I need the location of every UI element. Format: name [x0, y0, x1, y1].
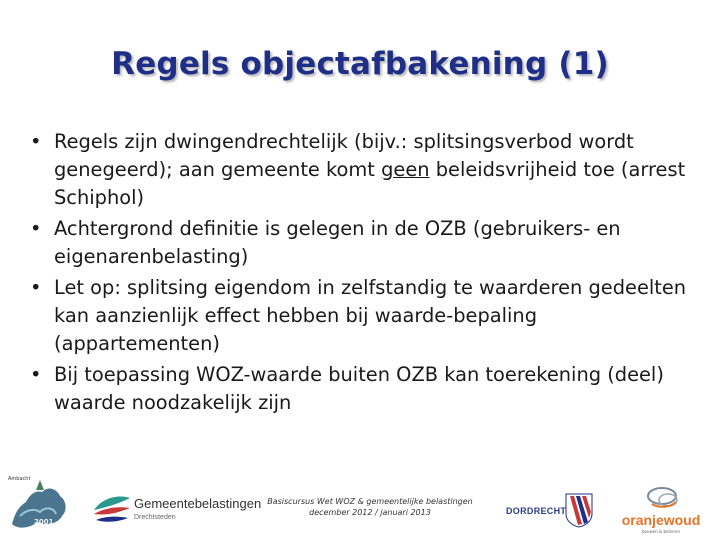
bullet-text-part: beleidsvrijheid toe (arrest Schiphol) [54, 158, 686, 209]
flag-logo [562, 492, 596, 528]
footer [0, 476, 720, 540]
bullet-text: Let op: splitsing eigendom in zelfstandig te waarderen gedeelten kan aanzienlijk effect hebben bij waarde-bepaling (appartementen) [54, 276, 687, 355]
bullet-item [30, 128, 700, 212]
oranjewoud-swirl-icon [606, 484, 716, 512]
slide-title: Regels objectafbakening (1) [111, 46, 609, 82]
bullet-item [30, 215, 700, 271]
historic-logo [6, 476, 72, 532]
bullet-text: Achtergrond definitie is gelegen in de OZB (gebruikers- en eigenarenbelasting) [54, 217, 621, 268]
bullet-marker: • [30, 363, 42, 386]
bullet-item [30, 361, 700, 417]
historic-logo-year: 2001 [34, 518, 54, 526]
bullet-item [30, 274, 700, 358]
bullet-text-part: Regels zijn dwingendrechtelijk (bijv.: splitsingsverbod wordt genegeerd); aan gemeente komt [54, 130, 634, 181]
underlined-word: geen [381, 158, 430, 181]
footer-caption-line1: Basiscursus Wet WOZ & gemeentelijke belastingen [267, 497, 473, 506]
gemeentebelastingen-name: Gemeentebelastingen [134, 496, 262, 511]
oranjewoud-name: oranjewoud [621, 512, 701, 528]
bullet-text: Bij toepassing WOZ-waarde buiten OZB kan toerekening (deel) waarde noodzakelijk zijn [54, 363, 664, 414]
bullet-marker: • [30, 217, 42, 240]
footer-caption [240, 496, 500, 518]
footer-caption-line2: december 2012 / januari 2013 [309, 508, 431, 517]
gemeentebelastingen-emblem-icon [92, 488, 132, 526]
bullet-marker: • [30, 130, 42, 153]
flag-emblem-icon [562, 492, 596, 528]
bullet-marker: • [30, 276, 42, 299]
gemeentebelastingen-logo [92, 488, 262, 528]
historic-logo-label: Ambacht [8, 476, 31, 482]
gemeentebelastingen-sub: Drechtsteden [134, 514, 176, 521]
dordrecht-logo: DORDRECHT [506, 506, 567, 516]
oranjewoud-sub: bouwen & beheren [642, 529, 680, 534]
bullet-list [30, 128, 700, 420]
oranjewoud-logo [606, 484, 716, 534]
